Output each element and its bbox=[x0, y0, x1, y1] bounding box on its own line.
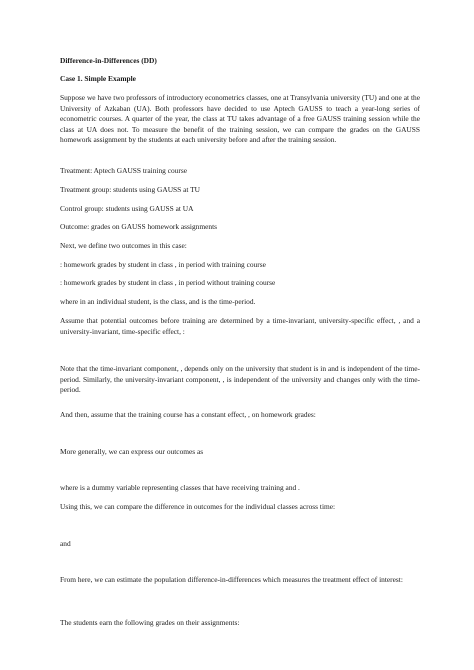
where-line: where in an individual student, is the class, and is the time-period. bbox=[60, 297, 256, 306]
dummy-line: where is a dummy variable representing classes that have receiving training and . bbox=[60, 483, 300, 492]
generally-line: More generally, we can express our outcomes as bbox=[60, 447, 204, 456]
assume-paragraph: Assume that potential outcomes before training are determined by a time-invariant, university-specific effect, , and a university-invariant, time-specific effect, : bbox=[60, 316, 420, 336]
outcome-line: Outcome: grades on GAUSS homework assignments bbox=[60, 222, 218, 231]
note-paragraph: Note that the time-invariant component, , depends only on the university that student is in and is independent of the time-period. Similarly, the university-invariant component, , is independent of the university and changes only with the time-period. bbox=[60, 364, 420, 395]
treatment-group-line: Treatment group: students using GAUSS at TU bbox=[60, 185, 201, 194]
case-heading: Case 1. Simple Example bbox=[60, 74, 136, 83]
control-group-line: Control group: students using GAUSS at UA bbox=[60, 204, 194, 213]
outcome-without-training: : homework grades by student in class , in period without training course bbox=[60, 278, 276, 287]
from-here-paragraph: From here, we can estimate the population difference-in-differences which measures the treatment effect of interest: bbox=[60, 575, 403, 584]
document-title: Difference-in-Differences (DD) bbox=[60, 56, 157, 65]
next-line: Next, we define two outcomes in this case: bbox=[60, 241, 187, 250]
outcome-with-training: : homework grades by student in class , in period with training course bbox=[60, 260, 266, 269]
then-line: And then, assume that the training course has a constant effect, , on homework grades: bbox=[60, 410, 316, 419]
students-line: The students earn the following grades on their assignments: bbox=[60, 618, 240, 627]
intro-paragraph: Suppose we have two professors of introductory econometrics classes, one at Transylvania university (TU) and one at the University of Azkaban (UA). Both professors have decided to use Aptech GAUSS to teach a year-long series of econometric courses. A quarter of the year, the class at TU takes advantage of a free GAUSS training session while the class at UA does not. To measure the benefit of the training session, we can compare the grades on the GAUSS homework assignment by the students at each university before and after the training session. bbox=[60, 93, 420, 145]
and-line: and bbox=[60, 539, 71, 548]
treatment-line: Treatment: Aptech GAUSS training course bbox=[60, 166, 187, 175]
using-line: Using this, we can compare the difference in outcomes for the individual classes across time: bbox=[60, 502, 336, 511]
